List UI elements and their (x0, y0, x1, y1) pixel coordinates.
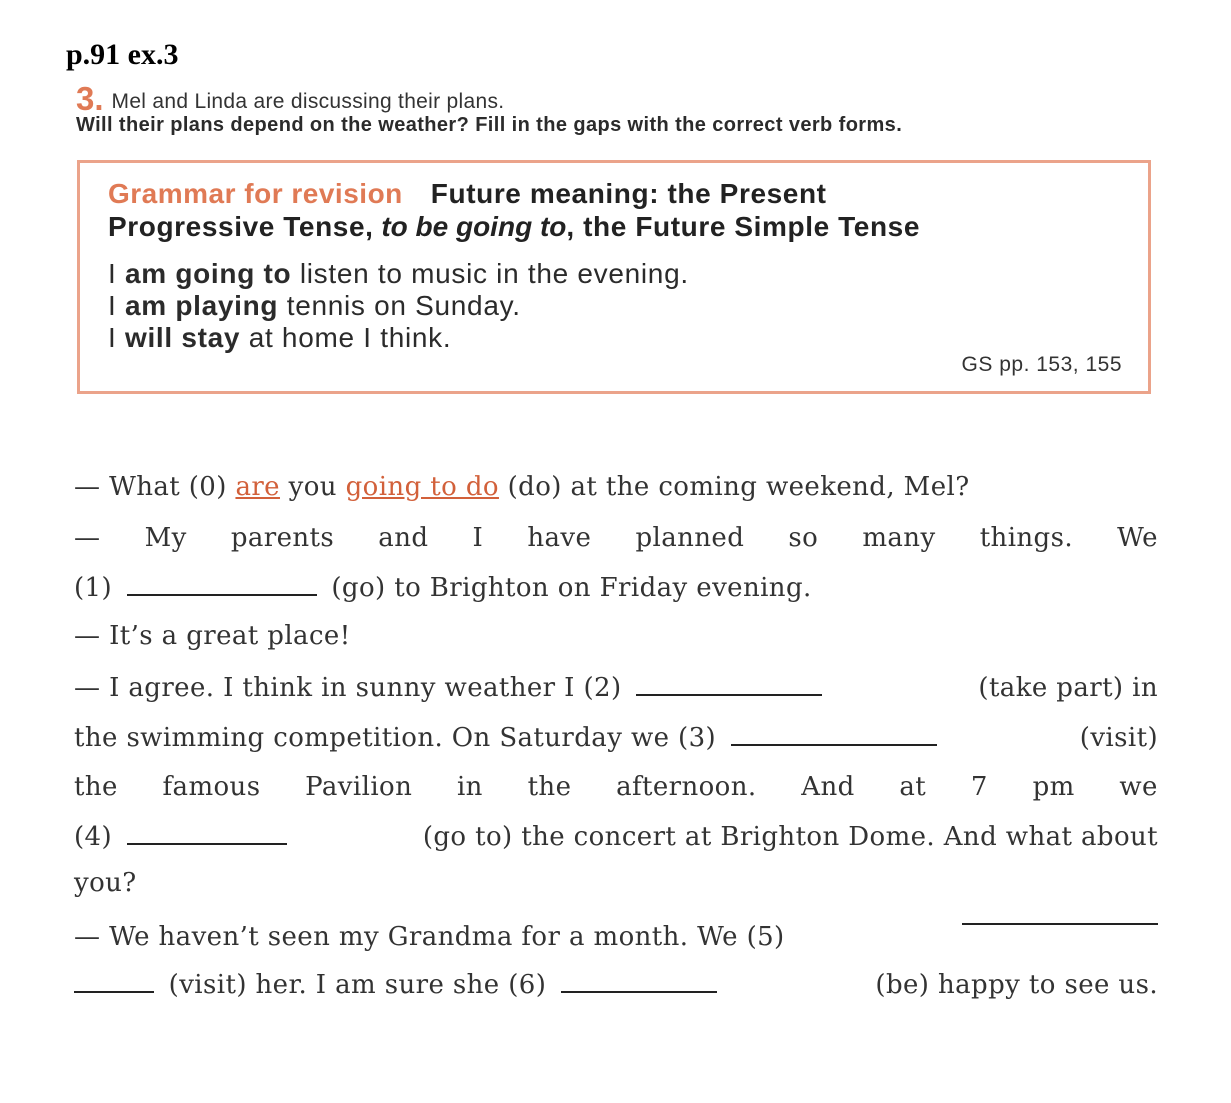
example-subject: I (108, 322, 117, 353)
dialogue-text: you (288, 472, 337, 502)
dialogue-line-9 (74, 922, 1158, 952)
gap-1-blank[interactable] (127, 593, 317, 596)
dialogue-line-6 (74, 772, 1158, 802)
dialogue-text: (go) to Brighton on Friday evening. (331, 573, 812, 603)
grammar-title-part: , the Future Simple Tense (566, 211, 921, 242)
word: the (74, 772, 118, 802)
gap-5-blank[interactable] (962, 922, 1158, 925)
gap-number: (1) (74, 573, 113, 603)
gap-3-blank[interactable] (731, 743, 937, 746)
word: things. (979, 523, 1074, 553)
dialogue-text: — I agree. I think in sunny weather I (2) (74, 673, 622, 703)
dialogue-text: — We haven’t seen my Grandma for a month. We (5) (74, 922, 785, 952)
word: planned (635, 523, 745, 553)
dialogue-text: — What (0) (74, 472, 227, 502)
word: the (527, 772, 572, 802)
dialogue-line-5 (74, 723, 1158, 753)
dialogue-line-7 (74, 822, 1158, 852)
example-verb: am playing (124, 290, 279, 321)
grammar-title-part: Future meaning: the Present (430, 178, 827, 209)
example-verb: will stay (124, 322, 241, 353)
dialogue-text: (visit) her. I am sure she (6) (168, 970, 547, 1000)
word: so (788, 523, 819, 553)
grammar-box-title (108, 177, 1138, 243)
example-subject: I (108, 290, 117, 321)
exercise-task: Will their plans depend on the weather? Fill in the gaps with the correct verb forms. (76, 114, 903, 136)
dialogue-text: (take part) in (978, 673, 1158, 703)
example-rest: listen to music in the evening. (299, 258, 689, 289)
word: at (899, 772, 927, 802)
example-verb: am going to (124, 258, 292, 289)
grammar-box (77, 160, 1151, 394)
dialogue-text: (go to) the concert at Brighton Dome. And what about (422, 822, 1158, 852)
word: I (472, 523, 484, 553)
grammar-label: Grammar for revision (108, 178, 403, 209)
dialogue-text: (be) happy to see us. (875, 970, 1158, 1000)
dialogue-line-8: you? (74, 868, 137, 898)
example-rest: tennis on Sunday. (286, 290, 521, 321)
gap-6-blank[interactable] (561, 990, 717, 993)
grammar-example-1 (108, 258, 689, 290)
word: My (144, 523, 187, 553)
word: — (74, 523, 101, 553)
exercise-intro: Mel and Linda are discussing their plans. (111, 90, 505, 113)
grammar-example-2 (108, 290, 521, 322)
grammar-reference: GS pp. 153, 155 (961, 353, 1122, 376)
example-rest: at home I think. (248, 322, 452, 353)
word: Pavilion (305, 772, 413, 802)
gap-2-blank[interactable] (636, 693, 822, 696)
grammar-title-part: Progressive Tense, (108, 211, 374, 242)
answer-example-1: are (235, 472, 280, 502)
answer-example-2: going to do (345, 472, 499, 502)
dialogue-line-1 (74, 523, 1158, 553)
word: famous (162, 772, 261, 802)
word: we (1119, 772, 1158, 802)
dialogue-text: the swimming competition. On Saturday we (3) (74, 723, 717, 753)
gap-number: (4) (74, 822, 113, 852)
exercise-header (76, 80, 1176, 118)
dialogue-line-2 (74, 573, 1158, 603)
grammar-example-3 (108, 322, 451, 354)
word: in (456, 772, 483, 802)
gap-4-blank[interactable] (127, 842, 287, 845)
word: parents (230, 523, 335, 553)
word: pm (1032, 772, 1075, 802)
exercise-number: 3. (76, 80, 104, 117)
page-reference: p.91 ex.3 (66, 38, 179, 71)
word: and (378, 523, 429, 553)
dialogue-line-4 (74, 673, 1158, 703)
dialogue-line-10 (74, 970, 1158, 1000)
word: 7 (970, 772, 988, 802)
word: And (801, 772, 855, 802)
word: have (527, 523, 592, 553)
dialogue-text: (visit) (1079, 723, 1158, 753)
dialogue-line-3: — It’s a great place! (74, 621, 351, 651)
dialogue-text: (do) at the coming weekend, Mel? (507, 472, 970, 502)
word: afternoon. (616, 772, 757, 802)
grammar-title-italic: to be going to (381, 211, 567, 242)
word: many (862, 523, 936, 553)
word: We (1117, 523, 1158, 553)
gap-5-blank-continued[interactable] (74, 990, 154, 993)
dialogue-line-0 (74, 472, 1158, 502)
example-subject: I (108, 258, 117, 289)
